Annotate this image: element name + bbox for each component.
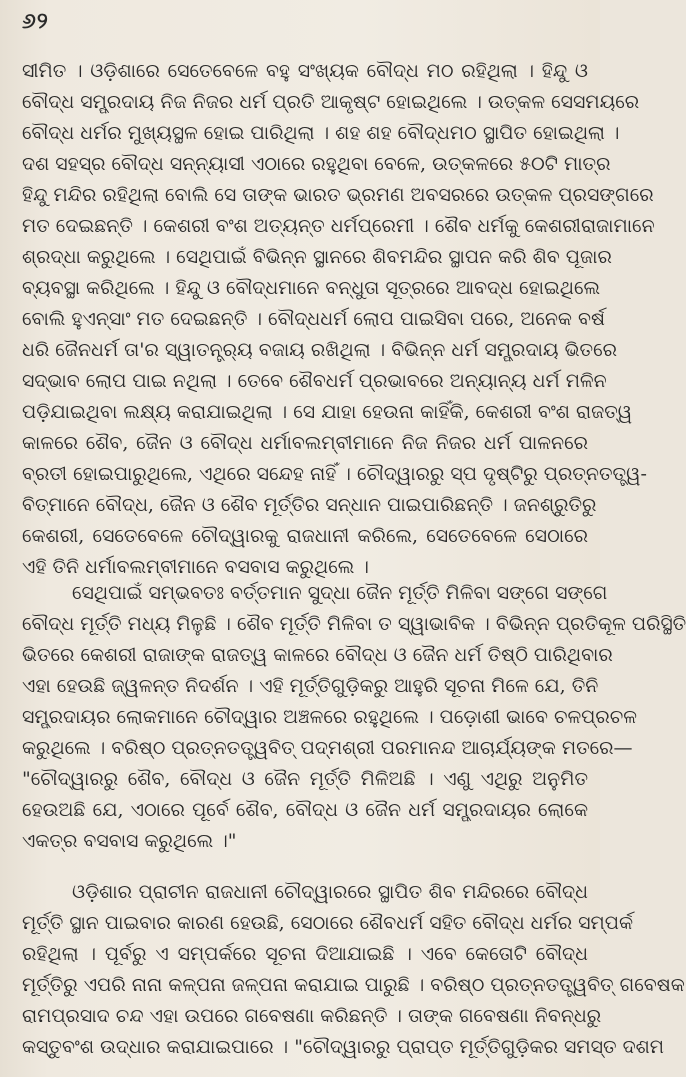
text-line: ଏହି ତିନି ଧର୍ମାବଲମ୍ବୀମାନେ ବସବାସ କରୁଥିଲେ । (22, 556, 369, 578)
text-line: ହେଉଅଛି ଯେ, ଏଠାରେ ପୂର୍ବେ ଶୈବ, ବୌଦ୍ଧ ଓ ଜୈନ ଧର୍ମ ସମ୍ପ୍ରଦାୟର ଲୋକେ (22, 799, 588, 821)
text-line: ବୌଦ୍ଧ ଧର୍ମର ମୁଖ୍ୟସ୍ଥଳ ହୋଇ ପାରିଥିଲା । ଶହ ଶହ ବୌଦ୍ଧମଠ ସ୍ଥାପିତ ହୋଇଥିଲା । (22, 122, 620, 144)
text-line: ବୌଦ୍ଧ ସମ୍ପ୍ରଦାୟ ନିଜ ନିଜର ଧର୍ମ ପ୍ରତି ଆକୃଷ୍ଟ ହୋଇଥିଲେ । ଉତ୍କଳ ସେସମୟରେ (22, 91, 640, 113)
text-line: ମୂର୍ତ୍ତି ସ୍ଥାନ ପାଇବାର କାରଣ ହେଉଛି, ସେଠାରେ ଶୈବଧର୍ମ ସହିତ ବୌଦ୍ଧ ଧର୍ମର ସମ୍ପର୍କ (22, 912, 634, 934)
text-line: ସୀମିତ । ଓଡ଼ିଶାରେ ସେତେବେଳେ ବହୁ ସଂଖ୍ୟକ ବୌଦ୍ଧ ମଠ ରହିଥିଲା । ହିନ୍ଦୁ ଓ (22, 60, 588, 82)
text-line: ବ୍ରତୀ ହୋଇପାରୁଥିଲେ, ଏଥିରେ ସନ୍ଦେହ ନାହିଁ । ଚୌଦ୍ୱାରରୁ ସ୍ପ ଦୃଷ୍ଟିରୁ ପ୍ରତ୍ନତତ୍ତ୍ୱ- (22, 463, 647, 485)
paragraph-3 (22, 877, 685, 1063)
text-line: ଶ୍ରଦ୍ଧା କରୁଥିଲେ । ସେଥିପାଇଁ ବିଭିନ୍ନ ସ୍ଥାନରେ ଶିବମନ୍ଦିର ସ୍ଥାପନ କରି ଶିବ ପୂଜାର (22, 246, 612, 268)
text-line: ଓଡ଼ିଶାର ପ୍ରାଚୀନ ରାଜଧାନୀ ଚୌଦ୍ୱାରରେ ସ୍ଥାପିତ ଶିବ ମନ୍ଦିରରେ ବୌଦ୍ଧ (72, 881, 588, 903)
text-line: ପଡ଼ିଯାଇଥିବା ଲକ୍ଷ୍ୟ କରାଯାଇଥିଲା । ସେ ଯାହା ହେଉନା କାହିଁକି, କେଶରୀ ବଂଶ ରାଜତ୍ୱ (22, 401, 633, 423)
text-line: ବୌଦ୍ଧ ମୂର୍ତ୍ତି ମଧ୍ୟ ମିଳୁଛି । ଶୈବ ମୂର୍ତ୍ତି ମିଳିବା ତ ସ୍ୱାଭାବିକ । ବିଭିନ୍ନ ପ୍ରତିକୂଳ ପରିସ୍ଥିତି (22, 613, 686, 635)
text-line: ଭିତରେ କେଶରୀ ରାଜାଙ୍କ ରାଜତ୍ୱ କାଳରେ ବୌଦ୍ଧ ଓ ଜୈନ ଧର୍ମ ତିଷ୍ଠି ପାରିଥିବାର (22, 644, 613, 666)
page-number: ୬୨ (22, 8, 49, 34)
text-line: "ଚୌଦ୍ୱାରରୁ ଶୈବ, ବୌଦ୍ଧ ଓ ଜୈନ ମୂର୍ତ୍ତି ମିଳିଅଛି । ଏଣୁ ଏଥିରୁ ଅନୁମିତ (22, 768, 588, 790)
text-line: ବୋଲି ହୁଏନ୍‌ସାଂ ମତ ଦେଇଛନ୍ତି । ବୌଦ୍ଧଧର୍ମ ଲୋପ ପାଇସିବା ପରେ, ଅନେକ ବର୍ଷ (22, 308, 605, 330)
text-line: କେଶରୀ, ସେତେବେଳେ ଚୌଦ୍ୱାରକୁ ରାଜଧାନୀ କରିଲେ, ସେତେବେଳେ ସେଠାରେ (22, 525, 588, 547)
text-line: ସେଥିପାଇଁ ସମ୍ଭବତଃ ବର୍ତ୍ତମାନ ସୁଦ୍ଧା ଜୈନ ମୂର୍ତ୍ତି ମିଳିବା ସଙ୍ଗେ ସଙ୍ଗେ (72, 582, 608, 604)
text-line: କାଳରେ ଶୈବ, ଜୈନ ଓ ବୌଦ୍ଧ ଧର୍ମାବଲମ୍ବୀମାନେ ନିଜ ନିଜର ଧର୍ମ ପାଳନରେ (22, 432, 588, 454)
text-line: ସଦ୍‌ଭାବ ଲୋପ ପାଇ ନଥିଲା । ତେବେ ଶୈବଧର୍ମ ପ୍ରଭାବରେ ଅନ୍ୟାନ୍ୟ ଧର୍ମ ମଳିନ (22, 370, 607, 392)
paragraph-1 (22, 56, 655, 583)
text-line: କରୁଥିଲେ । ବରିଷ୍ଠ ପ୍ରତ୍ନତତ୍ତ୍ୱବିତ୍ ପଦ୍ମଶ୍ରୀ ପରମାନନ୍ଦ ଆଚାର୍ଯ୍ୟଙ୍କ ମତରେ— (22, 737, 633, 759)
text-line: ବିତ୍‌ମାନେ ବୌଦ୍ଧ, ଜୈନ ଓ ଶୈବ ମୂର୍ତ୍ତିର ସନ୍ଧାନ ପାଇପାରିଛନ୍ତି । ଜନଶ୍ରୁତିରୁ (22, 494, 597, 516)
text-line: ସମ୍ପ୍ରଦାୟର ଲୋକମାନେ ଚୌଦ୍ୱାର ଅଞ୍ଚଳରେ ରହୁଥିଲେ । ପଡ଼ୋଶୀ ଭାବେ ଚଳପ୍ରଚଳ (22, 706, 638, 728)
text-line: ମୂର୍ତ୍ତିରୁ ଏପରି ନାନା କଳ୍ପନା ଜଳ୍ପନା କରାଯାଇ ପାରୁଛି । ବରିଷ୍ଠ ପ୍ରତ୍ନତତ୍ତ୍ୱବିତ୍ ଗବେଷକ (22, 974, 685, 996)
text-line: ମତ ଦେଇଛନ୍ତି । କେଶରୀ ବଂଶ ଅତ୍ୟନ୍ତ ଧର୍ମପ୍ରେମୀ । ଶୈବ ଧର୍ମକୁ କେଶରୀରାଜାମାନେ (22, 215, 655, 237)
paragraph-2 (22, 578, 686, 857)
text-line: ରାମପ୍ରସାଦ ଚନ୍ଦ ଏହା ଉପରେ ଗବେଷଣା କରିଛନ୍ତି । ତାଙ୍କ ଗବେଷଣା ନିବନ୍ଧରୁ (22, 1005, 602, 1027)
text-line: ଦଶ ସହସ୍ର ବୌଦ୍ଧ ସନ୍ନ୍ୟାସୀ ଏଠାରେ ରହୁଥିବା ବେଳେ, ଉତ୍କଳରେ ୫୦ଟି ମାତ୍ର (22, 153, 611, 175)
text-line: ହିନ୍ଦୁ ମନ୍ଦିର ରହିଥିଲା ବୋଲି ସେ ତାଙ୍କ ଭାରତ ଭ୍ରମଣ ଅବସରରେ ଉତ୍କଳ ପ୍ରସଙ୍ଗରେ (22, 184, 654, 206)
text-line: ଏହା ହେଉଛି ଜ୍ୱଳନ୍ତ ନିଦର୍ଶନ । ଏହି ମୂର୍ତ୍ତିଗୁଡ଼ିକରୁ ଆହୁରି ସୂଚନା ମିଳେ ଯେ, ତିନି (22, 675, 599, 697)
text-line: ଧରି ଜୈନଧର୍ମ ତା'ର ସ୍ୱାତନ୍ତ୍ର୍ୟ ବଜାୟ ରଖିଥିଲା । ବିଭିନ୍ନ ଧର୍ମ ସମ୍ପ୍ରଦାୟ ଭିତରେ (22, 339, 617, 361)
text-line: ରହିଥିଲା । ପୂର୍ବରୁ ଏ ସମ୍ପର୍କରେ ସୂଚନା ଦିଆଯାଇଛି । ଏବେ କେତୋଟି ବୌଦ୍ଧ (22, 943, 588, 965)
text-line: କସ୍ତୁବଂଶ ଉଦ୍ଧାର କରାଯାଇପାରେ । "ଚୌଦ୍ୱାରରୁ ପ୍ରାପ୍ତ ମୂର୍ତ୍ତିଗୁଡ଼ିକର ସମସ୍ତ ଦଶମ (22, 1036, 665, 1058)
text-line: ଏକତ୍ର ବସବାସ କରୁଥିଲେ ।" (22, 830, 237, 852)
text-line: ବ୍ୟବସ୍ଥା କରିଥିଲେ । ହିନ୍ଦୁ ଓ ବୌଦ୍ଧମାନେ ବନ୍ଧୁତା ସୂତ୍ରରେ ଆବଦ୍ଧ ହୋଇଥିଲେ (22, 277, 601, 299)
